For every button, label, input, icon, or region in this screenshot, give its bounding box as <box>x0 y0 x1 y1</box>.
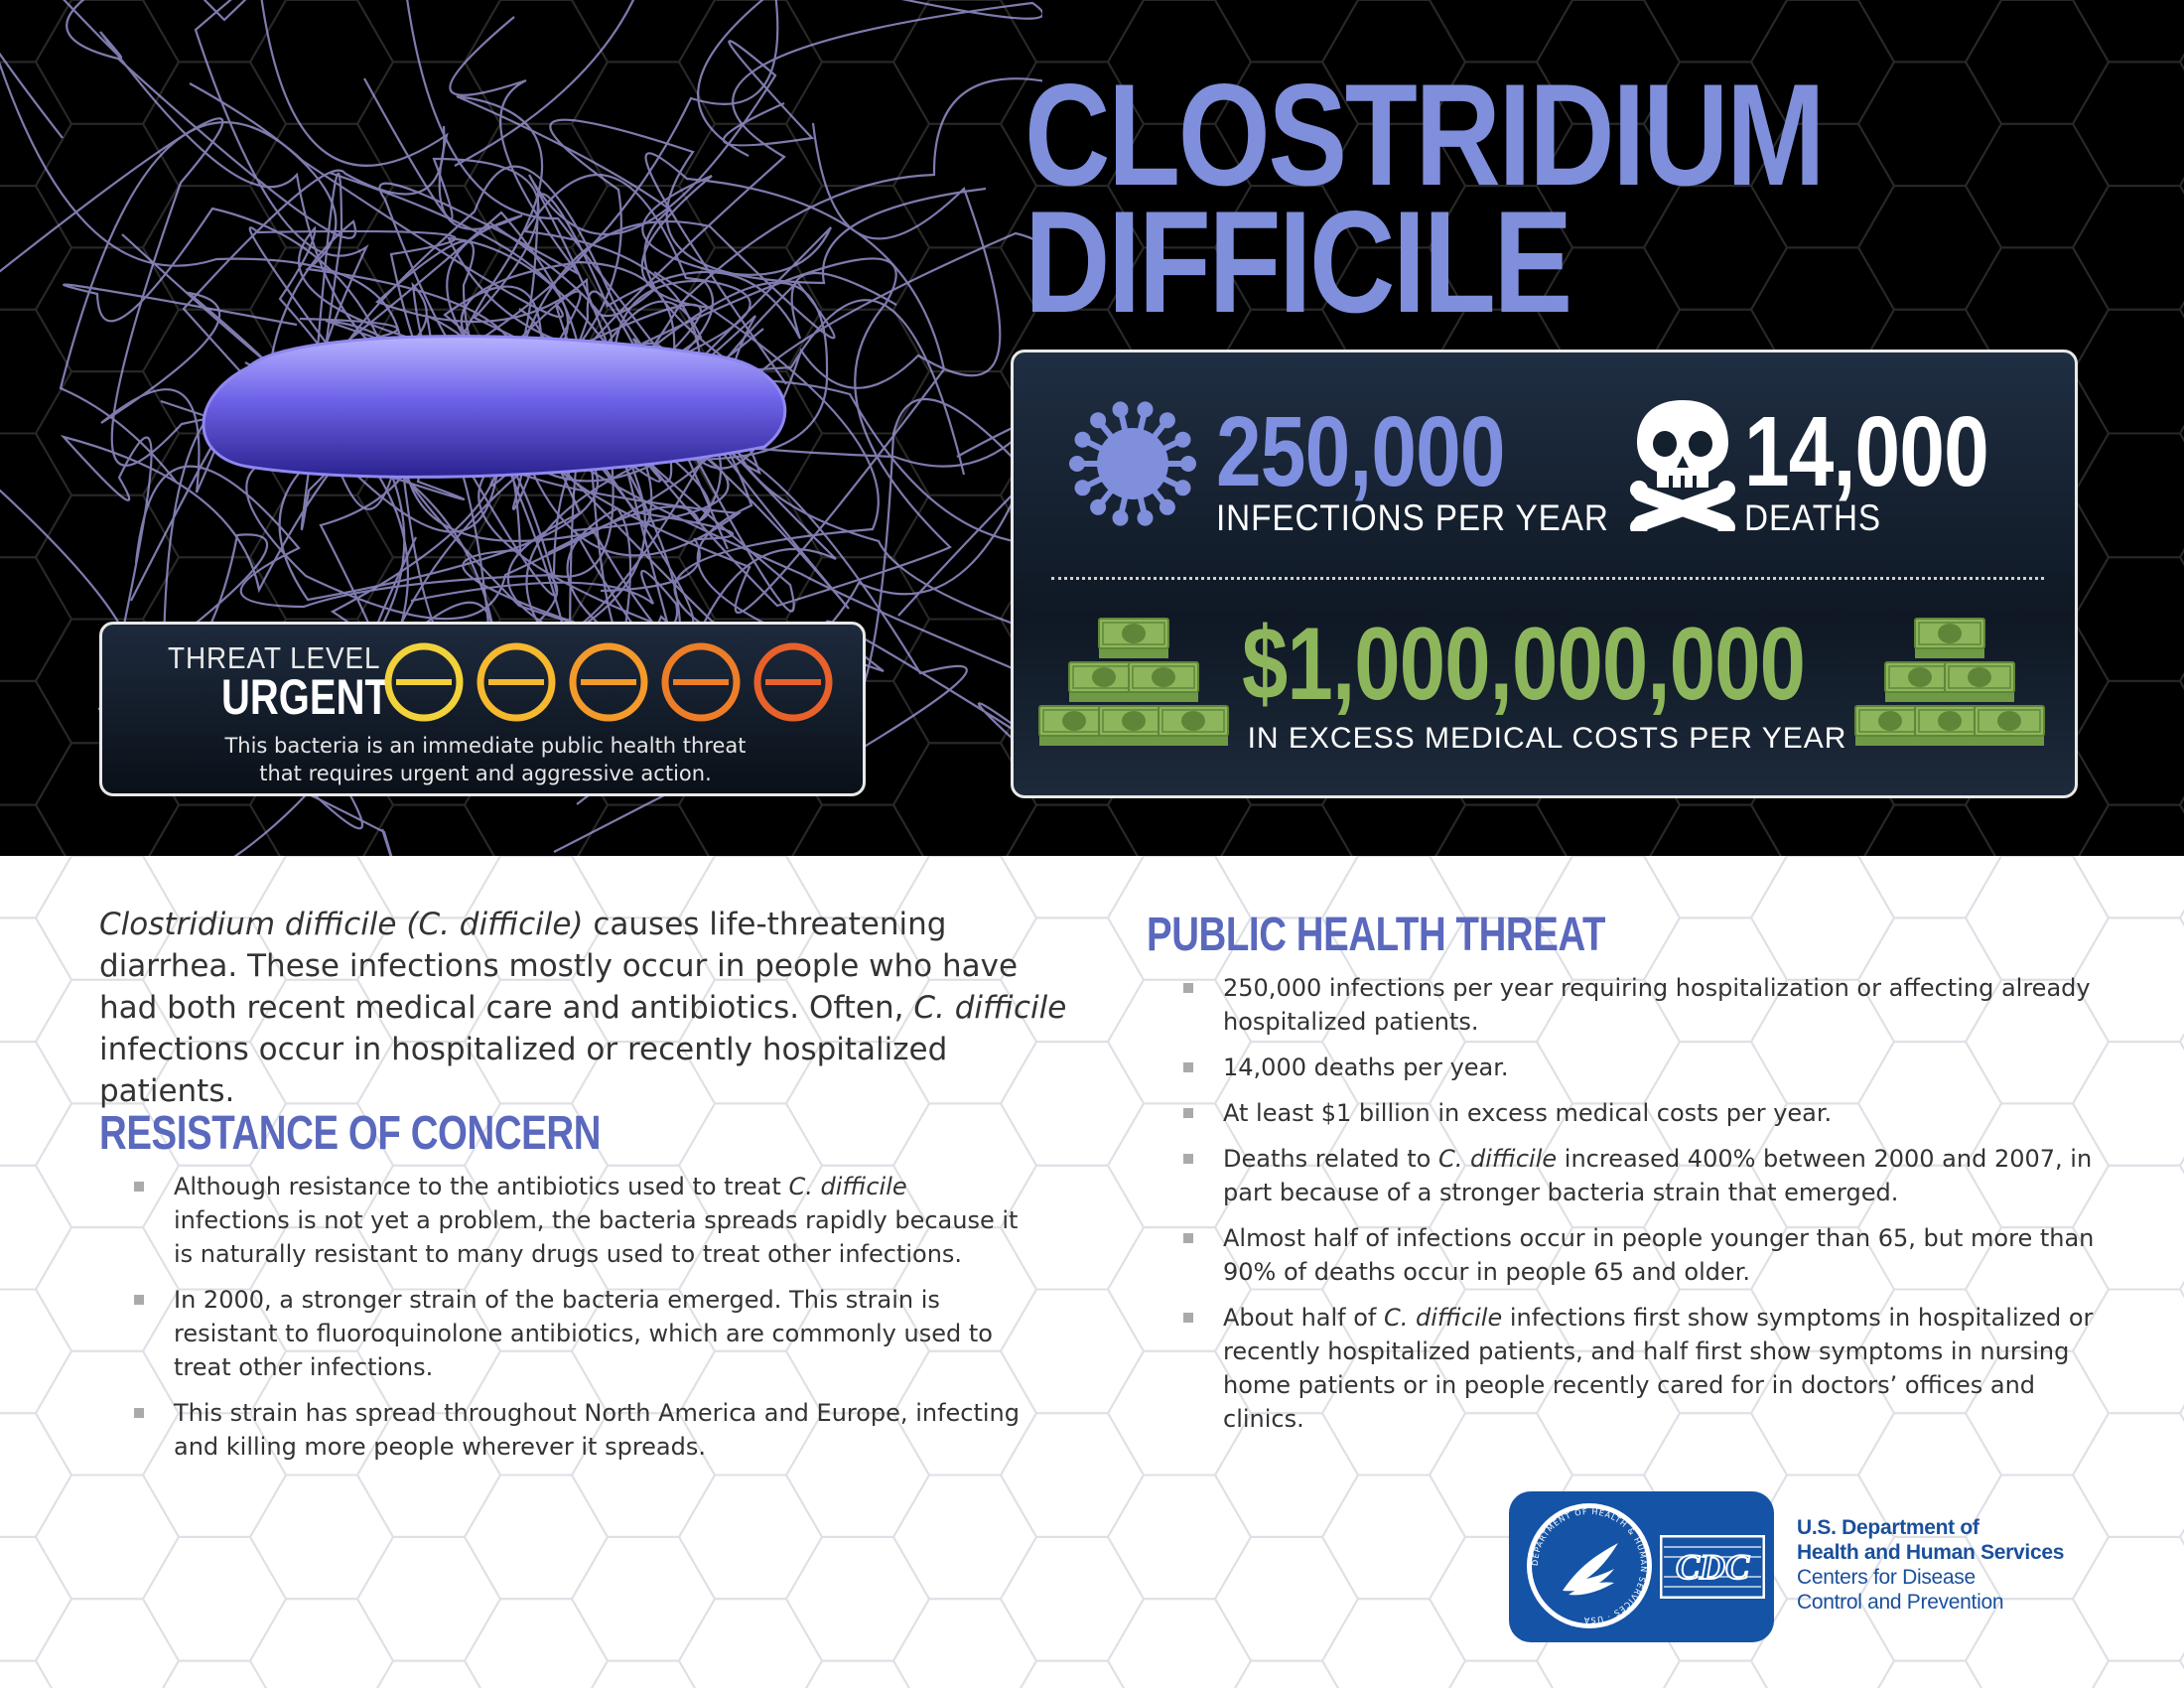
public-health-threat-item: At least $1 billion in excess medical costs per year. <box>1183 1096 2116 1130</box>
public-health-threat-item: About half of C. difficile infections first show symptoms in hospitalized or recently hospitalized patients, and half first show symptoms in nursing home patients or in people recently cared for in doctors’ offices and clinics. <box>1183 1301 2116 1436</box>
resistance-item: In 2000, a stronger strain of the bacteria emerged. This strain is resistant to fluoroquinolone antibiotics, which are commonly used to treat other infections. <box>134 1283 1027 1384</box>
threat-level-meter <box>382 640 839 724</box>
medical-cost-value: $1,000,000,000 <box>1242 607 1806 722</box>
public-health-threat-item: Deaths related to C. difficile increased 400% between 2000 and 2007, in part because of a stronger bacteria strain that emerged. <box>1183 1142 2116 1209</box>
skull-crossbones-icon <box>1627 396 1738 531</box>
money-bill-stack <box>1915 619 1984 658</box>
infections-value: 250,000 <box>1216 396 1505 507</box>
public-health-threat-list <box>1183 971 2116 1448</box>
threat-level-description <box>102 732 869 787</box>
svg-text:DEPARTMENT OF HEALTH & HUMAN S: DEPARTMENT OF HEALTH & HUMAN SERVICES · USA <box>1530 1506 1649 1625</box>
agency-name <box>1797 1515 2174 1615</box>
title-line-1: CLOSTRIDIUM <box>1024 54 1824 215</box>
intro-italic-2: C. difficile <box>913 990 1067 1026</box>
intro-text-2: infections occur in hospitalized or recently hospitalized patients. <box>99 1032 948 1109</box>
page-title <box>1024 54 1920 343</box>
threat-level-value: URGENT <box>221 669 389 725</box>
money-bill-stack <box>1945 662 2014 702</box>
public-health-threat-item: 250,000 infections per year requiring hospitalization or affecting already hospitalized patients. <box>1183 971 2116 1039</box>
stats-divider <box>1051 577 2044 580</box>
title-line-2: DIFFICILE <box>1024 181 1570 343</box>
agency-line-4: Control and Prevention <box>1797 1591 2004 1614</box>
threat-level-label: THREAT LEVEL <box>168 640 381 675</box>
money-stack-icon <box>1842 613 2060 772</box>
public-health-threat-item: Almost half of infections occur in people younger than 65, but more than 90% of deaths occur in people 65 and older. <box>1183 1221 2116 1289</box>
logo-panel <box>1509 1491 1774 1642</box>
resistance-list <box>134 1170 1027 1476</box>
resistance-item: This strain has spread throughout North America and Europe, infecting and killing more people wherever it spreads. <box>134 1396 1027 1464</box>
resistance-heading: RESISTANCE OF CONCERN <box>99 1107 602 1160</box>
agency-line-3: Centers for Disease <box>1797 1566 1976 1589</box>
germ-icon <box>1063 394 1202 533</box>
resistance-item: Although resistance to the antibiotics used to treat C. difficile infections is not yet a problem, the bacteria spreads rapidly because it is naturally resistant to many drugs used to treat other infections. <box>134 1170 1027 1271</box>
public-health-threat-heading: PUBLIC HEALTH THREAT <box>1147 909 1606 961</box>
public-health-threat-item: 14,000 deaths per year. <box>1183 1051 2116 1084</box>
infections-label: INFECTIONS PER YEAR <box>1216 497 1609 538</box>
deaths-label: DEATHS <box>1744 497 1882 538</box>
threat-desc-line-1: This bacteria is an immediate public health threat <box>224 734 747 758</box>
svg-text:CDC: CDC <box>1675 1547 1750 1587</box>
intro-text-1: causes life-threatening diarrhea. These infections mostly occur in people who have had both recent medical care and antibiotics. Often, <box>99 907 1019 1026</box>
agency-line-2: Health and Human Services <box>1797 1541 2065 1564</box>
medical-cost-label: IN EXCESS MEDICAL COSTS PER YEAR <box>1247 722 1847 755</box>
threat-level-box <box>99 622 866 796</box>
intro-paragraph <box>99 904 1082 1112</box>
money-bill-stack <box>1975 706 2044 746</box>
statistics-box <box>1011 350 2078 798</box>
money-bill-stack <box>1129 662 1198 702</box>
money-bill-stack <box>1099 619 1168 658</box>
intro-italic-1: Clostridium difficile (C. difficile) <box>99 907 584 942</box>
hhs-seal-logo <box>1523 1499 1656 1632</box>
threat-desc-line-2: that requires urgent and aggressive action. <box>259 762 712 785</box>
deaths-value: 14,000 <box>1744 396 1988 507</box>
agency-line-1: U.S. Department of <box>1797 1516 1979 1539</box>
cdc-logo <box>1660 1535 1765 1599</box>
